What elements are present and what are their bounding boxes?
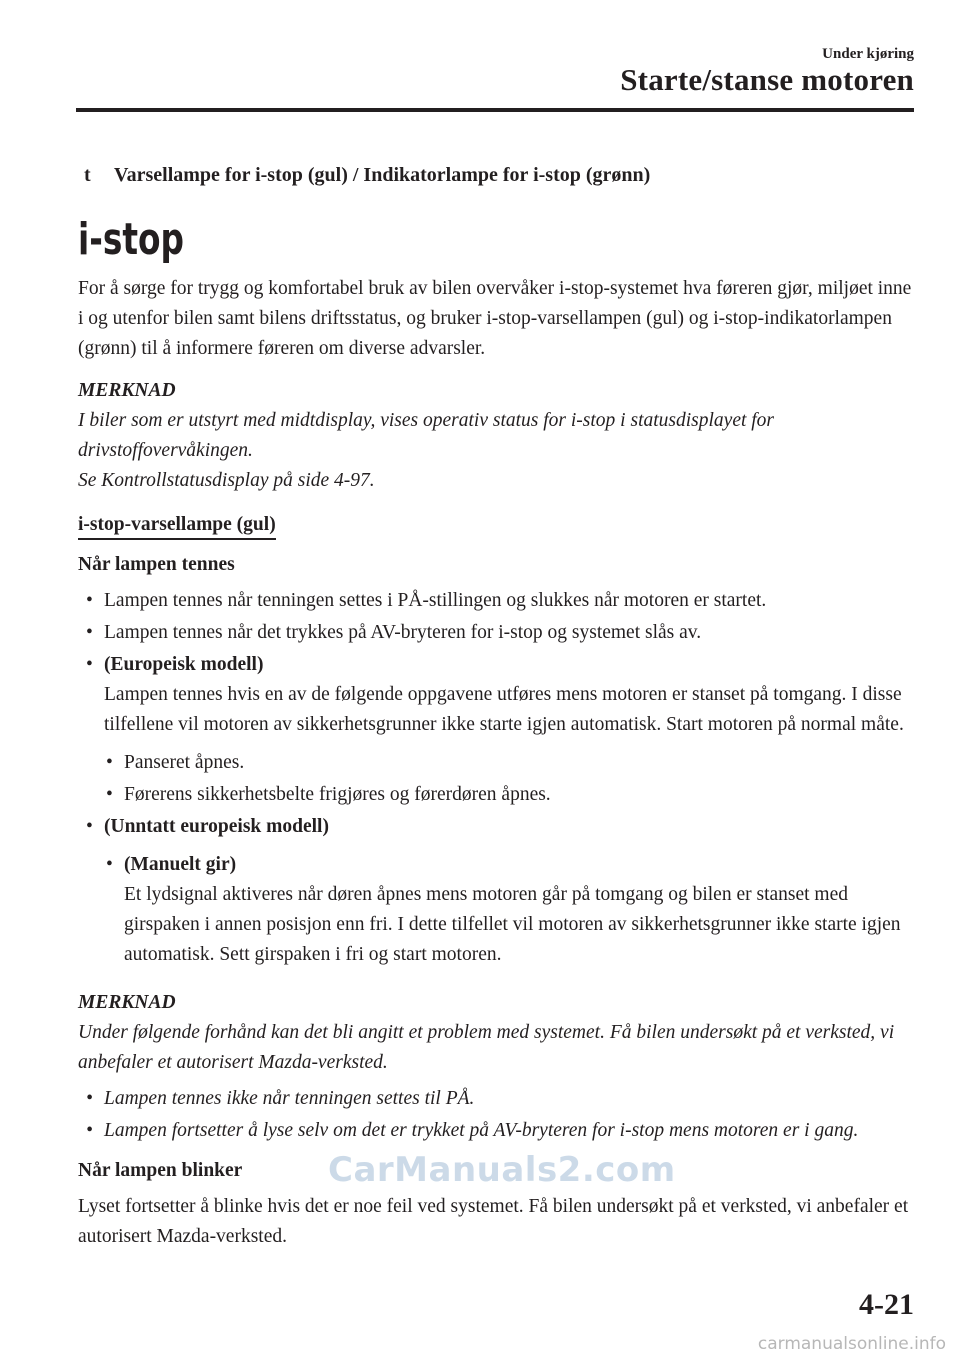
watermark: CarManuals2.com — [328, 1150, 676, 1190]
list-item-text: Panseret åpnes. — [124, 752, 245, 773]
manual-gear-label: (Manuelt gir) — [124, 854, 237, 875]
list-item — [78, 1116, 914, 1146]
bullet: • — [86, 590, 93, 611]
european-model-text: Lampen tennes hvis en av de følgende oppgavene utføres mens motoren er stanset på tomgang. I disse tilfellene vil motoren av sikkerhetsgrunner ikke starte igjen automatisk. Start motoren på normal måte. — [104, 684, 904, 735]
list-item — [78, 618, 914, 648]
subheading-text: Varsellampe for i-stop (gul) / Indikatorlampe for i-stop (grønn) — [114, 164, 651, 186]
when-blink-text: Lyset fortsetter å blinke hvis det er noe feil ved systemet. Få bilen undersøkt på et verksted, vi anbefaler et autorisert Mazda-verksted. — [78, 1196, 909, 1247]
subheading-marker: t — [84, 164, 91, 186]
bullet: • — [86, 1120, 93, 1141]
list-item — [78, 586, 914, 616]
note-title: MERKNAD — [78, 380, 176, 401]
list-item-text: Førerens sikkerhetsbelte frigjøres og førerdøren åpnes. — [124, 784, 551, 805]
bullet: • — [106, 752, 113, 773]
note-reference-link[interactable]: Se Kontrollstatusdisplay på side 4-97. — [78, 470, 375, 491]
list-item — [98, 780, 914, 810]
note-text: I biler som er utstyrt med midtdisplay, vises operativ status for i-stop i statusdisplayet for drivstoffovervåkingen. — [78, 410, 775, 461]
european-model-label: (Europeisk modell) — [104, 654, 264, 675]
section-heading: i-stop-varsellampe (gul) — [78, 512, 276, 540]
manual-gear-text: Et lydsignal aktiveres når døren åpnes mens motoren går på tomgang og bilen er stanset med girspaken i annen posisjon enn fri. I dette tilfellet vil motoren av sikkerhetsgrunner ikke starte igjen automatisk. Sett girspaken i fri og start motoren. — [124, 884, 901, 965]
bullet: • — [86, 1088, 93, 1109]
list-item — [78, 1084, 914, 1114]
i-stop-indicator-icon — [78, 204, 914, 264]
page-number: 4-21 — [859, 1288, 914, 1321]
bullet: • — [106, 854, 113, 875]
list-item — [98, 748, 914, 778]
non-european-model-label: (Unntatt europeisk modell) — [104, 816, 329, 837]
bullet: • — [106, 784, 113, 805]
header-divider — [76, 108, 914, 112]
list-item-text: Lampen tennes når tenningen settes i PÅ-stillingen og slukkes når motoren er startet. — [104, 590, 767, 611]
list-item-text: Lampen tennes ikke når tenningen settes til PÅ. — [104, 1088, 475, 1109]
bullet: • — [86, 654, 93, 675]
list-item-text: Lampen tennes når det trykkes på AV-bryteren for i-stop og systemet slås av. — [104, 622, 702, 643]
intro-paragraph: For å sørge for trygg og komfortabel bruk av bilen overvåker i-stop-systemet hva føreren gjør, miljøet inne i og utenfor bilen samt bilens driftsstatus, og bruker i-stop-varsellampen (gul) og i-stop-indikatorlampen (grønn) til å informere føreren om diverse advarsler. — [78, 278, 912, 359]
note-title: MERKNAD — [78, 992, 176, 1013]
page-content — [78, 160, 914, 1252]
bullet: • — [86, 622, 93, 643]
header-section-label: Under kjøring — [822, 46, 914, 62]
list-item — [78, 650, 914, 740]
bullet: • — [86, 816, 93, 837]
when-on-heading: Når lampen tennes — [78, 554, 235, 575]
i-stop-logo-text: i-stop — [78, 214, 184, 265]
list-item — [98, 850, 914, 970]
list-item — [78, 812, 914, 842]
footer-watermark: carmanualsonline.info — [757, 1334, 946, 1354]
note-text: Under følgende forhånd kan det bli angitt et problem med systemet. Få bilen undersøkt på et verksted, vi anbefaler et autorisert Mazda-verksted. — [78, 1022, 895, 1073]
page-title: Starte/stanse motoren — [620, 62, 914, 97]
subheading — [78, 160, 914, 190]
list-item-text: Lampen fortsetter å lyse selv om det er trykket på AV-bryteren for i-stop mens motoren er i gang. — [104, 1120, 859, 1141]
when-blink-heading: Når lampen blinker — [78, 1160, 243, 1181]
